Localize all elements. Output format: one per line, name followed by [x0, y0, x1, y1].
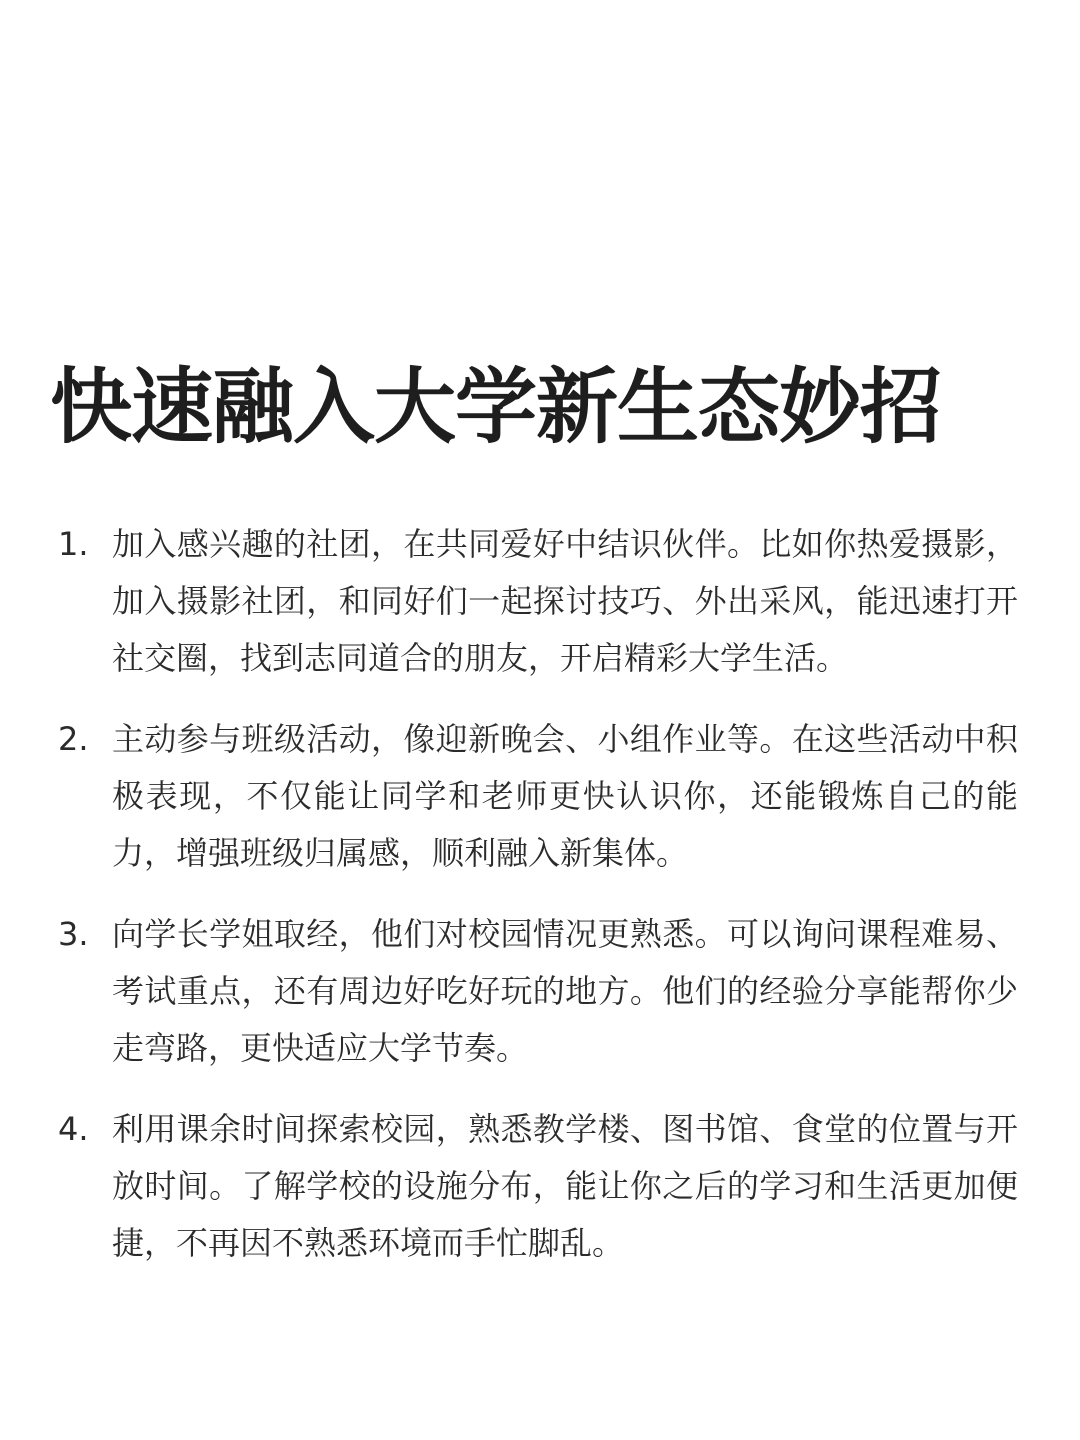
list-item-number: 2. [58, 720, 89, 758]
list-item-text: 利用课余时间探索校园，熟悉教学楼、图书馆、食堂的位置与开放时间。了解学校的设施分布，能让你之后的学习和生活更加便捷，不再因不熟悉环境而手忙脚乱。 [112, 1110, 1018, 1262]
list-item-number: 3. [58, 915, 89, 953]
list-item-text: 主动参与班级活动，像迎新晚会、小组作业等。在这些活动中积极表现，不仅能让同学和老师更快认识你，还能锻炼自己的能力，增强班级归属感，顺利融入新集体。 [112, 720, 1018, 872]
list-item-text: 加入感兴趣的社团，在共同爱好中结识伙伴。比如你热爱摄影，加入摄影社团，和同好们一起探讨技巧、外出采风，能迅速打开社交圈，找到志同道合的朋友，开启精彩大学生活。 [112, 525, 1018, 677]
list-item [58, 711, 1018, 882]
list-item-number: 4. [58, 1110, 89, 1148]
tips-list [58, 516, 1018, 1296]
list-item [58, 516, 1018, 687]
list-item-text: 向学长学姐取经，他们对校园情况更熟悉。可以询问课程难易、考试重点，还有周边好吃好玩的地方。他们的经验分享能帮你少走弯路，更快适应大学节奏。 [112, 915, 1018, 1067]
page-title: 快速融入大学新生态妙招 [50, 360, 942, 455]
list-item [58, 906, 1018, 1077]
list-item [58, 1101, 1018, 1272]
list-item-number: 1. [58, 525, 89, 563]
